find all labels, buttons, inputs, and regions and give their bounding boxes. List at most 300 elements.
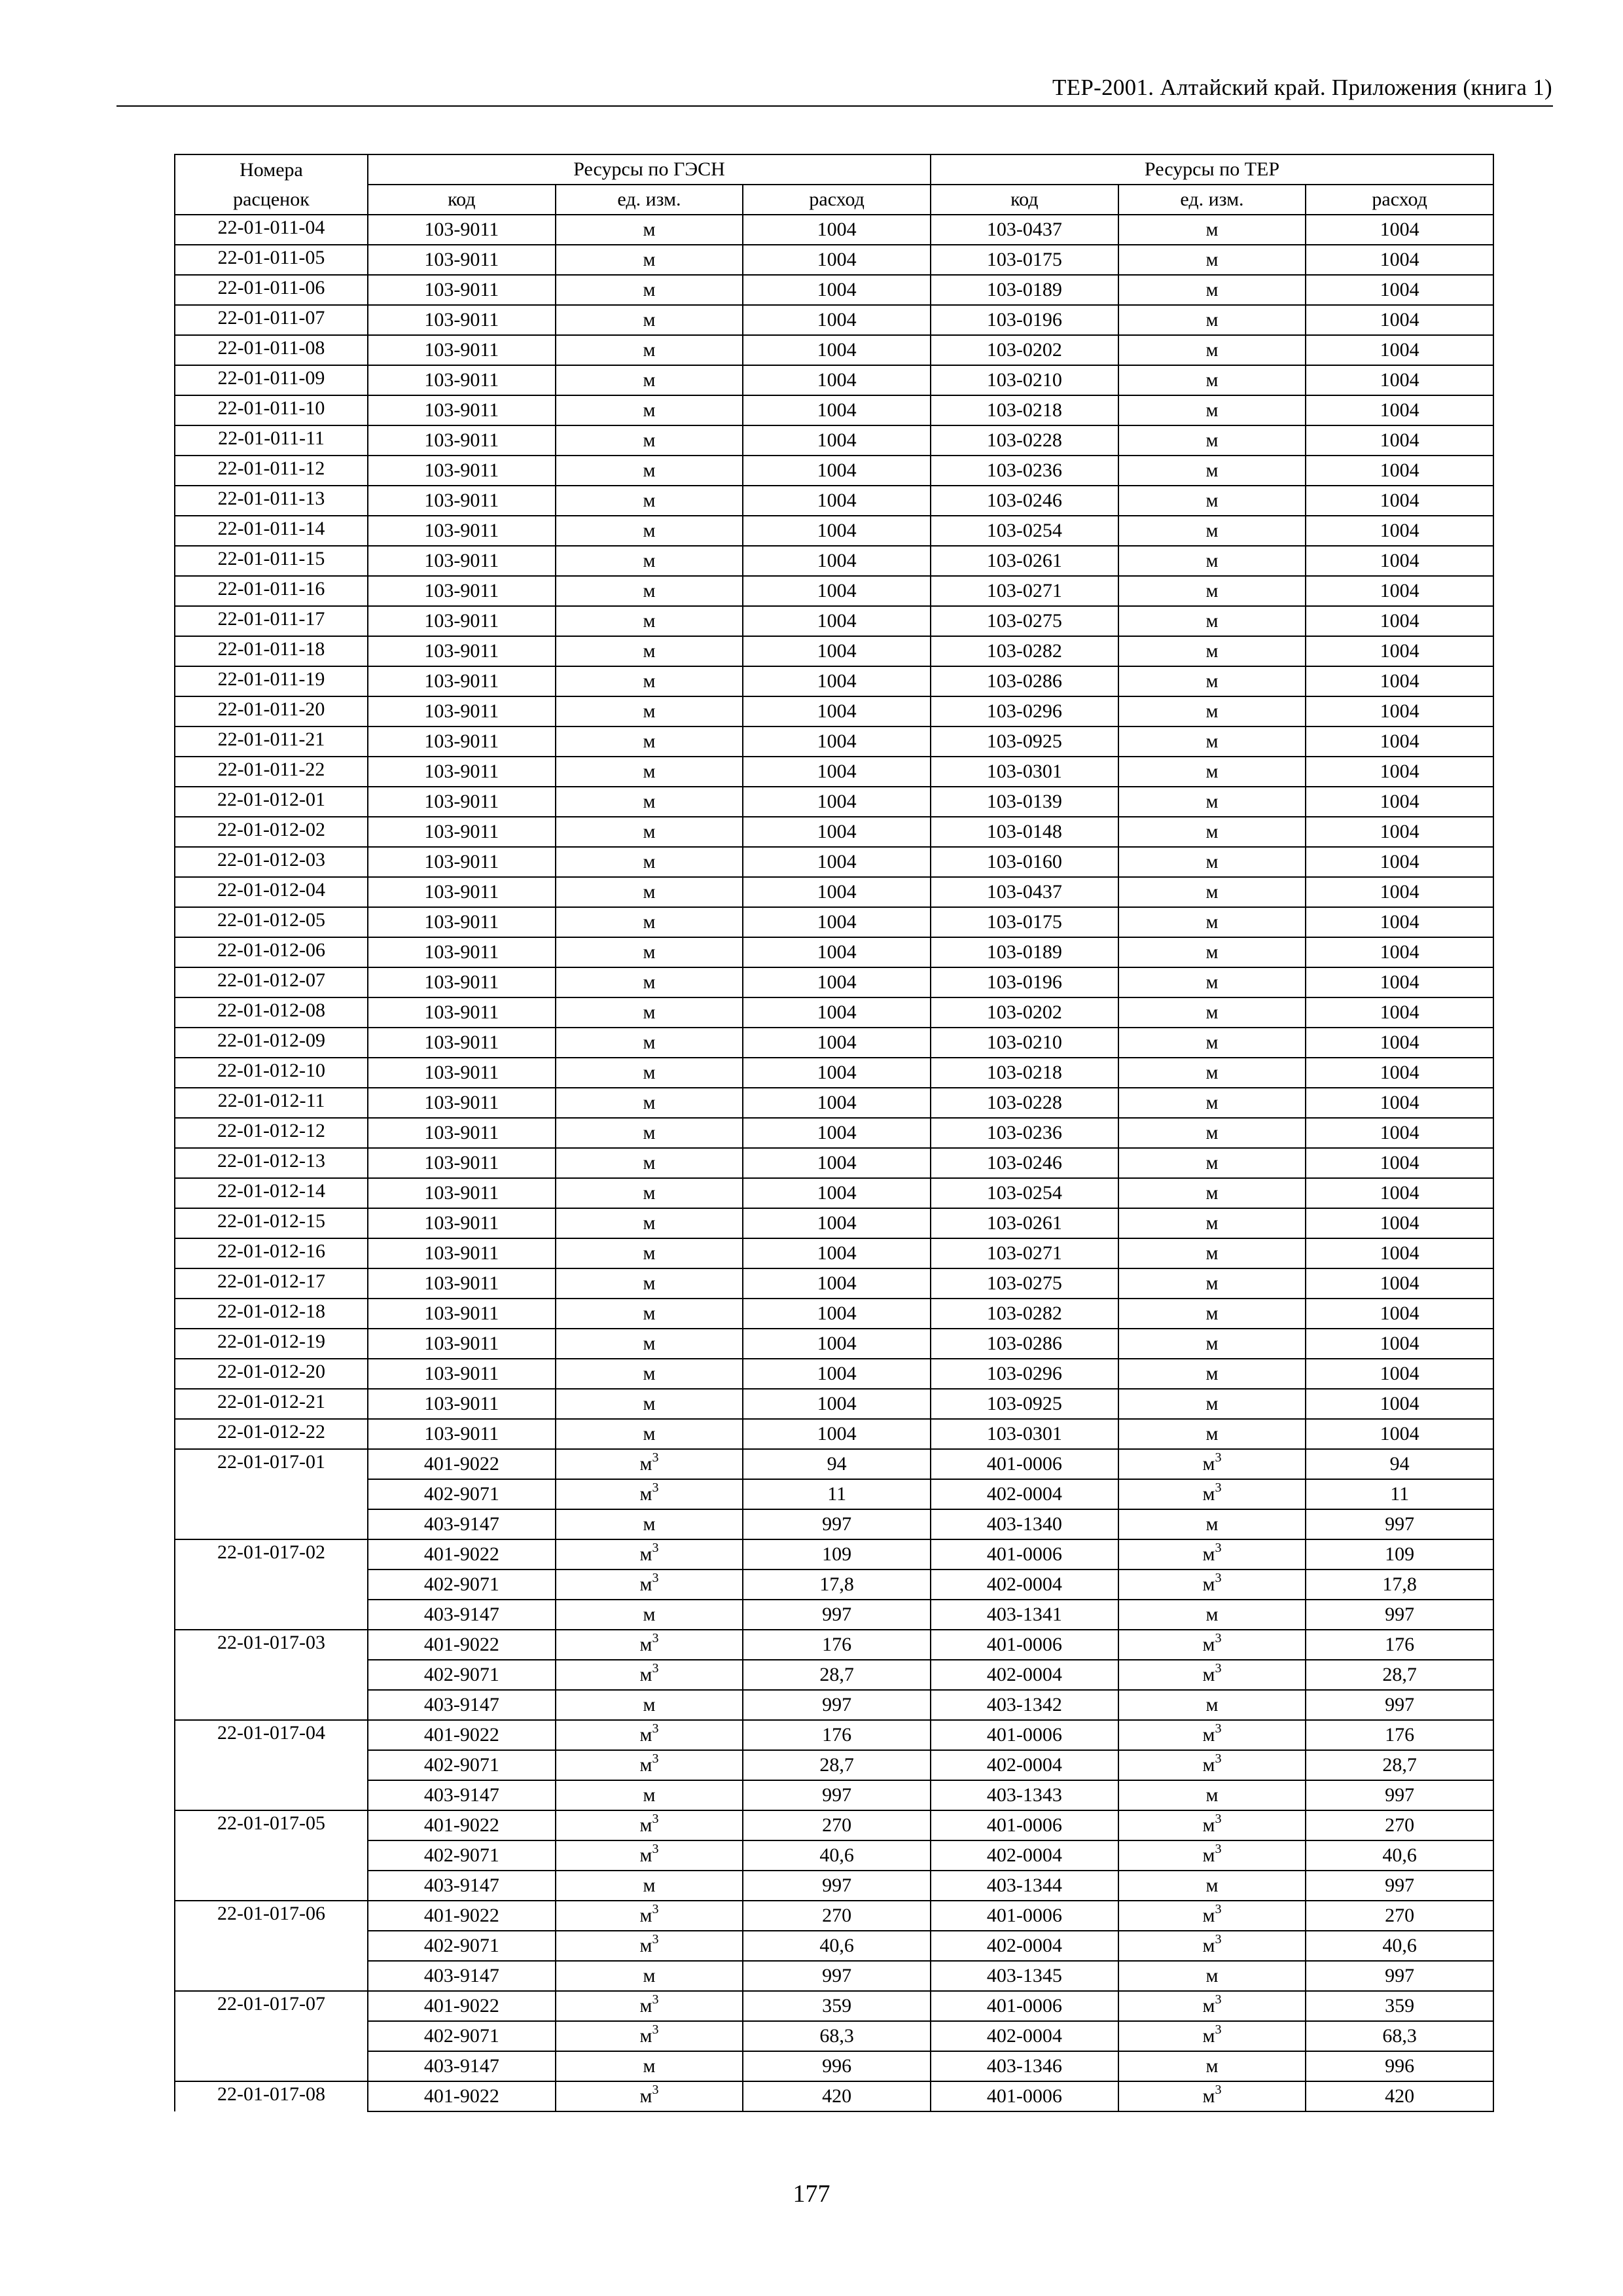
ter-qty: 1004 xyxy=(1306,245,1493,275)
gesn-code: 401-9022 xyxy=(368,2081,556,2111)
table-row xyxy=(175,1058,1493,1088)
rate-number: 22-01-011-22 xyxy=(175,757,368,787)
gesn-code: 103-9011 xyxy=(368,215,556,245)
gesn-unit: м xyxy=(556,1238,743,1268)
ter-qty: 68,3 xyxy=(1306,2021,1493,2051)
ter-code: 103-0196 xyxy=(931,967,1118,997)
gesn-qty: 1004 xyxy=(743,817,931,847)
gesn-code: 401-9022 xyxy=(368,1539,556,1570)
table-row xyxy=(175,2051,1493,2081)
ter-unit: м xyxy=(1118,1780,1306,1810)
ter-unit: м xyxy=(1118,696,1306,726)
ter-qty: 176 xyxy=(1306,1630,1493,1660)
table-row xyxy=(175,215,1493,245)
gesn-qty: 1004 xyxy=(743,696,931,726)
gesn-qty: 1004 xyxy=(743,636,931,666)
gesn-unit: м xyxy=(556,666,743,696)
gesn-qty: 270 xyxy=(743,1810,931,1840)
ter-unit: $м^3$ xyxy=(1118,1479,1306,1509)
ter-code: 103-0175 xyxy=(931,245,1118,275)
table-row xyxy=(175,907,1493,937)
ter-unit: м xyxy=(1118,1058,1306,1088)
rate-number: 22-01-012-12 xyxy=(175,1118,368,1148)
ter-code: 103-0246 xyxy=(931,1148,1118,1178)
rate-number: 22-01-012-11 xyxy=(175,1088,368,1118)
ter-unit: м xyxy=(1118,245,1306,275)
table-row xyxy=(175,456,1493,486)
table-row xyxy=(175,1509,1493,1539)
ter-unit: м xyxy=(1118,365,1306,395)
gesn-code: 403-9147 xyxy=(368,1690,556,1720)
ter-code: 401-0006 xyxy=(931,1901,1118,1931)
gesn-code: 103-9011 xyxy=(368,1359,556,1389)
table-row xyxy=(175,1750,1493,1780)
gesn-qty: 1004 xyxy=(743,245,931,275)
ter-qty: 1004 xyxy=(1306,516,1493,546)
ter-unit: м xyxy=(1118,546,1306,576)
gesn-code: 103-9011 xyxy=(368,1419,556,1449)
gesn-qty: 68,3 xyxy=(743,2021,931,2051)
ter-unit: $м^3$ xyxy=(1118,1449,1306,1479)
gesn-qty: 1004 xyxy=(743,516,931,546)
gesn-qty: 1004 xyxy=(743,1238,931,1268)
rate-number: 22-01-012-15 xyxy=(175,1208,368,1238)
ter-code: 103-0271 xyxy=(931,1238,1118,1268)
ter-unit: $м^3$ xyxy=(1118,1539,1306,1570)
ter-unit: м xyxy=(1118,1268,1306,1299)
ter-unit: м xyxy=(1118,1178,1306,1208)
gesn-code: 103-9011 xyxy=(368,486,556,516)
table-row xyxy=(175,1118,1493,1148)
ter-qty: 1004 xyxy=(1306,486,1493,516)
rate-number-continued xyxy=(175,1961,368,1991)
gesn-qty: 1004 xyxy=(743,1419,931,1449)
gesn-qty: 1004 xyxy=(743,546,931,576)
ter-code: 103-0148 xyxy=(931,817,1118,847)
rate-number: 22-01-017-06 xyxy=(175,1901,368,1931)
ter-unit: $м^3$ xyxy=(1118,1570,1306,1600)
gesn-unit: м xyxy=(556,1509,743,1539)
ter-unit: м xyxy=(1118,1509,1306,1539)
ter-unit: м xyxy=(1118,787,1306,817)
table-row xyxy=(175,1419,1493,1449)
ter-unit: м xyxy=(1118,486,1306,516)
ter-qty: 28,7 xyxy=(1306,1660,1493,1690)
gesn-qty: 1004 xyxy=(743,305,931,335)
gesn-unit: м xyxy=(556,1359,743,1389)
gesn-code: 103-9011 xyxy=(368,696,556,726)
gesn-qty: 996 xyxy=(743,2051,931,2081)
ter-code: 103-0275 xyxy=(931,1268,1118,1299)
gesn-code: 103-9011 xyxy=(368,275,556,305)
ter-qty: 997 xyxy=(1306,1600,1493,1630)
ter-qty: 420 xyxy=(1306,2081,1493,2111)
rate-number-continued xyxy=(175,1931,368,1961)
gesn-qty: 1004 xyxy=(743,726,931,757)
gesn-qty: 270 xyxy=(743,1901,931,1931)
subheader-gesn-code: код xyxy=(368,185,556,215)
ter-qty: 1004 xyxy=(1306,1058,1493,1088)
table-row xyxy=(175,576,1493,606)
gesn-code: 103-9011 xyxy=(368,1389,556,1419)
gesn-code: 103-9011 xyxy=(368,516,556,546)
gesn-unit: м xyxy=(556,245,743,275)
rate-number: 22-01-011-06 xyxy=(175,275,368,305)
table-row xyxy=(175,1359,1493,1389)
ter-code: 403-1344 xyxy=(931,1871,1118,1901)
ter-qty: 11 xyxy=(1306,1479,1493,1509)
table-row xyxy=(175,1178,1493,1208)
rate-number-continued xyxy=(175,1840,368,1871)
gesn-code: 401-9022 xyxy=(368,1449,556,1479)
table-row xyxy=(175,1479,1493,1509)
ter-unit: м xyxy=(1118,2051,1306,2081)
ter-code: 103-0282 xyxy=(931,1299,1118,1329)
rate-number: 22-01-011-19 xyxy=(175,666,368,696)
gesn-qty: 176 xyxy=(743,1630,931,1660)
table-row xyxy=(175,1660,1493,1690)
gesn-unit: м xyxy=(556,696,743,726)
gesn-qty: 1004 xyxy=(743,395,931,425)
gesn-unit: $м^3$ xyxy=(556,2021,743,2051)
gesn-qty: 1004 xyxy=(743,907,931,937)
ter-code: 103-0254 xyxy=(931,516,1118,546)
gesn-qty: 1004 xyxy=(743,847,931,877)
ter-qty: 1004 xyxy=(1306,395,1493,425)
ter-qty: 1004 xyxy=(1306,1329,1493,1359)
ter-code: 103-0218 xyxy=(931,1058,1118,1088)
ter-qty: 997 xyxy=(1306,1871,1493,1901)
gesn-unit: м xyxy=(556,907,743,937)
gesn-unit: м xyxy=(556,726,743,757)
ter-qty: 359 xyxy=(1306,1991,1493,2021)
gesn-qty: 1004 xyxy=(743,967,931,997)
rate-number-continued xyxy=(175,1660,368,1690)
gesn-qty: 40,6 xyxy=(743,1840,931,1871)
ter-qty: 996 xyxy=(1306,2051,1493,2081)
gesn-unit: м xyxy=(556,546,743,576)
rate-number: 22-01-012-16 xyxy=(175,1238,368,1268)
ter-code: 103-0236 xyxy=(931,456,1118,486)
gesn-code: 103-9011 xyxy=(368,1178,556,1208)
gesn-unit: $м^3$ xyxy=(556,1660,743,1690)
ter-qty: 1004 xyxy=(1306,636,1493,666)
rate-number: 22-01-011-20 xyxy=(175,696,368,726)
rate-number: 22-01-011-10 xyxy=(175,395,368,425)
gesn-qty: 1004 xyxy=(743,1208,931,1238)
ter-code: 401-0006 xyxy=(931,1539,1118,1570)
gesn-code: 103-9011 xyxy=(368,847,556,877)
gesn-unit: $м^3$ xyxy=(556,2081,743,2111)
table-row xyxy=(175,1148,1493,1178)
table-row xyxy=(175,1539,1493,1570)
gesn-qty: 997 xyxy=(743,1961,931,1991)
gesn-unit: м xyxy=(556,395,743,425)
ter-qty: 1004 xyxy=(1306,305,1493,335)
gesn-code: 103-9011 xyxy=(368,1118,556,1148)
gesn-unit: $м^3$ xyxy=(556,1539,743,1570)
table-row xyxy=(175,1840,1493,1871)
ter-qty: 1004 xyxy=(1306,1178,1493,1208)
gesn-unit: м xyxy=(556,275,743,305)
table-row xyxy=(175,1810,1493,1840)
rate-number-continued xyxy=(175,1750,368,1780)
ter-qty: 997 xyxy=(1306,1690,1493,1720)
gesn-code: 401-9022 xyxy=(368,1991,556,2021)
gesn-unit: м xyxy=(556,516,743,546)
ter-unit: м xyxy=(1118,907,1306,937)
ter-code: 103-0301 xyxy=(931,757,1118,787)
gesn-code: 103-9011 xyxy=(368,335,556,365)
ter-code: 103-0175 xyxy=(931,907,1118,937)
gesn-unit: $м^3$ xyxy=(556,1449,743,1479)
ter-code: 402-0004 xyxy=(931,1931,1118,1961)
table-row xyxy=(175,395,1493,425)
ter-unit: м xyxy=(1118,847,1306,877)
gesn-qty: 420 xyxy=(743,2081,931,2111)
ter-qty: 1004 xyxy=(1306,967,1493,997)
gesn-code: 103-9011 xyxy=(368,967,556,997)
rate-number-continued xyxy=(175,1509,368,1539)
gesn-qty: 1004 xyxy=(743,1178,931,1208)
rate-number: 22-01-011-04 xyxy=(175,215,368,245)
rate-number: 22-01-011-17 xyxy=(175,606,368,636)
ter-qty: 40,6 xyxy=(1306,1840,1493,1871)
ter-code: 403-1346 xyxy=(931,2051,1118,2081)
table-row xyxy=(175,1901,1493,1931)
ter-code: 103-0437 xyxy=(931,877,1118,907)
ter-qty: 1004 xyxy=(1306,817,1493,847)
table-row xyxy=(175,1931,1493,1961)
rate-number: 22-01-012-01 xyxy=(175,787,368,817)
table-row xyxy=(175,1570,1493,1600)
gesn-unit: м xyxy=(556,937,743,967)
gesn-code: 402-9071 xyxy=(368,2021,556,2051)
ter-unit: м xyxy=(1118,1419,1306,1449)
ter-unit: м xyxy=(1118,817,1306,847)
gesn-unit: м xyxy=(556,606,743,636)
ter-unit: м xyxy=(1118,636,1306,666)
rate-number: 22-01-012-06 xyxy=(175,937,368,967)
ter-qty: 1004 xyxy=(1306,546,1493,576)
ter-code: 103-0271 xyxy=(931,576,1118,606)
gesn-code: 402-9071 xyxy=(368,1931,556,1961)
rate-number: 22-01-012-04 xyxy=(175,877,368,907)
ter-unit: м xyxy=(1118,305,1306,335)
gesn-qty: 28,7 xyxy=(743,1660,931,1690)
gesn-unit: $м^3$ xyxy=(556,1570,743,1600)
rate-number: 22-01-012-14 xyxy=(175,1178,368,1208)
ter-qty: 1004 xyxy=(1306,1118,1493,1148)
rate-number: 22-01-012-17 xyxy=(175,1268,368,1299)
gesn-unit: м xyxy=(556,1600,743,1630)
table-row xyxy=(175,245,1493,275)
table-row xyxy=(175,1028,1493,1058)
ter-qty: 997 xyxy=(1306,1961,1493,1991)
ter-unit: м xyxy=(1118,967,1306,997)
gesn-code: 103-9011 xyxy=(368,937,556,967)
ter-code: 403-1343 xyxy=(931,1780,1118,1810)
gesn-unit: м xyxy=(556,215,743,245)
table-row xyxy=(175,1630,1493,1660)
ter-qty: 1004 xyxy=(1306,877,1493,907)
gesn-code: 402-9071 xyxy=(368,1750,556,1780)
gesn-qty: 94 xyxy=(743,1449,931,1479)
ter-qty: 1004 xyxy=(1306,847,1493,877)
ter-code: 103-0189 xyxy=(931,275,1118,305)
rate-number: 22-01-017-05 xyxy=(175,1810,368,1840)
table-row xyxy=(175,1690,1493,1720)
ter-unit: м xyxy=(1118,516,1306,546)
gesn-qty: 40,6 xyxy=(743,1931,931,1961)
ter-code: 103-0218 xyxy=(931,395,1118,425)
gesn-qty: 1004 xyxy=(743,1268,931,1299)
ter-code: 103-0301 xyxy=(931,1419,1118,1449)
gesn-unit: $м^3$ xyxy=(556,1991,743,2021)
gesn-unit: $м^3$ xyxy=(556,1931,743,1961)
table-row xyxy=(175,1780,1493,1810)
gesn-code: 401-9022 xyxy=(368,1720,556,1750)
gesn-qty: 1004 xyxy=(743,275,931,305)
ter-unit: м xyxy=(1118,1359,1306,1389)
subheader-ter-qty: расход xyxy=(1306,185,1493,215)
gesn-unit: $м^3$ xyxy=(556,1901,743,1931)
ter-code: 103-0925 xyxy=(931,726,1118,757)
ter-qty: 176 xyxy=(1306,1720,1493,1750)
ter-code: 103-0139 xyxy=(931,787,1118,817)
table-row xyxy=(175,425,1493,456)
gesn-unit: м xyxy=(556,877,743,907)
ter-unit: м xyxy=(1118,1118,1306,1148)
rate-number: 22-01-011-09 xyxy=(175,365,368,395)
gesn-code: 103-9011 xyxy=(368,1208,556,1238)
col-header-rates-2: расценок xyxy=(175,185,368,215)
table-row xyxy=(175,516,1493,546)
rate-number: 22-01-017-04 xyxy=(175,1720,368,1750)
gesn-qty: 1004 xyxy=(743,1148,931,1178)
ter-unit: м xyxy=(1118,997,1306,1028)
table-row xyxy=(175,636,1493,666)
gesn-unit: $м^3$ xyxy=(556,1630,743,1660)
gesn-qty: 1004 xyxy=(743,1389,931,1419)
resources-table xyxy=(174,154,1494,2112)
table-row xyxy=(175,787,1493,817)
ter-code: 402-0004 xyxy=(931,1840,1118,1871)
ter-code: 401-0006 xyxy=(931,1810,1118,1840)
ter-unit: м xyxy=(1118,877,1306,907)
ter-unit: $м^3$ xyxy=(1118,1931,1306,1961)
gesn-code: 403-9147 xyxy=(368,1509,556,1539)
table-row xyxy=(175,997,1493,1028)
gesn-code: 103-9011 xyxy=(368,726,556,757)
gesn-unit: м xyxy=(556,365,743,395)
rate-number-continued xyxy=(175,1479,368,1509)
ter-code: 103-0275 xyxy=(931,606,1118,636)
gesn-unit: м xyxy=(556,1871,743,1901)
gesn-qty: 1004 xyxy=(743,1359,931,1389)
ter-qty: 1004 xyxy=(1306,1268,1493,1299)
ter-code: 402-0004 xyxy=(931,1660,1118,1690)
ter-qty: 1004 xyxy=(1306,365,1493,395)
gesn-unit: м xyxy=(556,335,743,365)
group-header-gesn: Ресурсы по ГЭСН xyxy=(368,154,931,185)
gesn-code: 103-9011 xyxy=(368,1058,556,1088)
ter-unit: м xyxy=(1118,335,1306,365)
gesn-code: 103-9011 xyxy=(368,1148,556,1178)
rate-number: 22-01-012-07 xyxy=(175,967,368,997)
gesn-qty: 11 xyxy=(743,1479,931,1509)
ter-unit: м xyxy=(1118,1238,1306,1268)
ter-code: 103-0236 xyxy=(931,1118,1118,1148)
table-row xyxy=(175,1299,1493,1329)
gesn-code: 402-9071 xyxy=(368,1479,556,1509)
rate-number: 22-01-017-02 xyxy=(175,1539,368,1570)
ter-code: 401-0006 xyxy=(931,1991,1118,2021)
gesn-qty: 1004 xyxy=(743,1299,931,1329)
gesn-qty: 1004 xyxy=(743,425,931,456)
ter-code: 103-0189 xyxy=(931,937,1118,967)
gesn-qty: 1004 xyxy=(743,757,931,787)
gesn-qty: 1004 xyxy=(743,335,931,365)
table-row xyxy=(175,696,1493,726)
ter-unit: $м^3$ xyxy=(1118,1991,1306,2021)
rate-number: 22-01-012-19 xyxy=(175,1329,368,1359)
gesn-unit: м xyxy=(556,1208,743,1238)
ter-code: 103-0210 xyxy=(931,1028,1118,1058)
gesn-code: 103-9011 xyxy=(368,456,556,486)
gesn-code: 403-9147 xyxy=(368,1871,556,1901)
ter-code: 103-0296 xyxy=(931,1359,1118,1389)
gesn-code: 103-9011 xyxy=(368,546,556,576)
ter-unit: $м^3$ xyxy=(1118,1660,1306,1690)
table-row xyxy=(175,1238,1493,1268)
rate-number: 22-01-012-13 xyxy=(175,1148,368,1178)
ter-code: 403-1345 xyxy=(931,1961,1118,1991)
ter-code: 103-0261 xyxy=(931,1208,1118,1238)
ter-code: 103-0246 xyxy=(931,486,1118,516)
ter-code: 103-0261 xyxy=(931,546,1118,576)
rate-number-continued xyxy=(175,1871,368,1901)
gesn-unit: м xyxy=(556,1058,743,1088)
ter-unit: $м^3$ xyxy=(1118,1750,1306,1780)
gesn-code: 103-9011 xyxy=(368,365,556,395)
ter-unit: м xyxy=(1118,606,1306,636)
rate-number: 22-01-012-22 xyxy=(175,1419,368,1449)
table-row xyxy=(175,486,1493,516)
rate-number: 22-01-012-18 xyxy=(175,1299,368,1329)
gesn-unit: м xyxy=(556,425,743,456)
ter-qty: 94 xyxy=(1306,1449,1493,1479)
ter-code: 103-0925 xyxy=(931,1389,1118,1419)
gesn-unit: м xyxy=(556,997,743,1028)
table-row xyxy=(175,1600,1493,1630)
gesn-unit: м xyxy=(556,1178,743,1208)
gesn-unit: $м^3$ xyxy=(556,1810,743,1840)
ter-qty: 1004 xyxy=(1306,215,1493,245)
gesn-code: 402-9071 xyxy=(368,1570,556,1600)
ter-unit: $м^3$ xyxy=(1118,2081,1306,2111)
gesn-unit: м xyxy=(556,847,743,877)
gesn-qty: 1004 xyxy=(743,456,931,486)
ter-code: 103-0286 xyxy=(931,1329,1118,1359)
ter-qty: 1004 xyxy=(1306,275,1493,305)
ter-qty: 270 xyxy=(1306,1901,1493,1931)
gesn-unit: $м^3$ xyxy=(556,1750,743,1780)
ter-qty: 1004 xyxy=(1306,997,1493,1028)
ter-qty: 1004 xyxy=(1306,1148,1493,1178)
table-row xyxy=(175,275,1493,305)
ter-code: 403-1342 xyxy=(931,1690,1118,1720)
